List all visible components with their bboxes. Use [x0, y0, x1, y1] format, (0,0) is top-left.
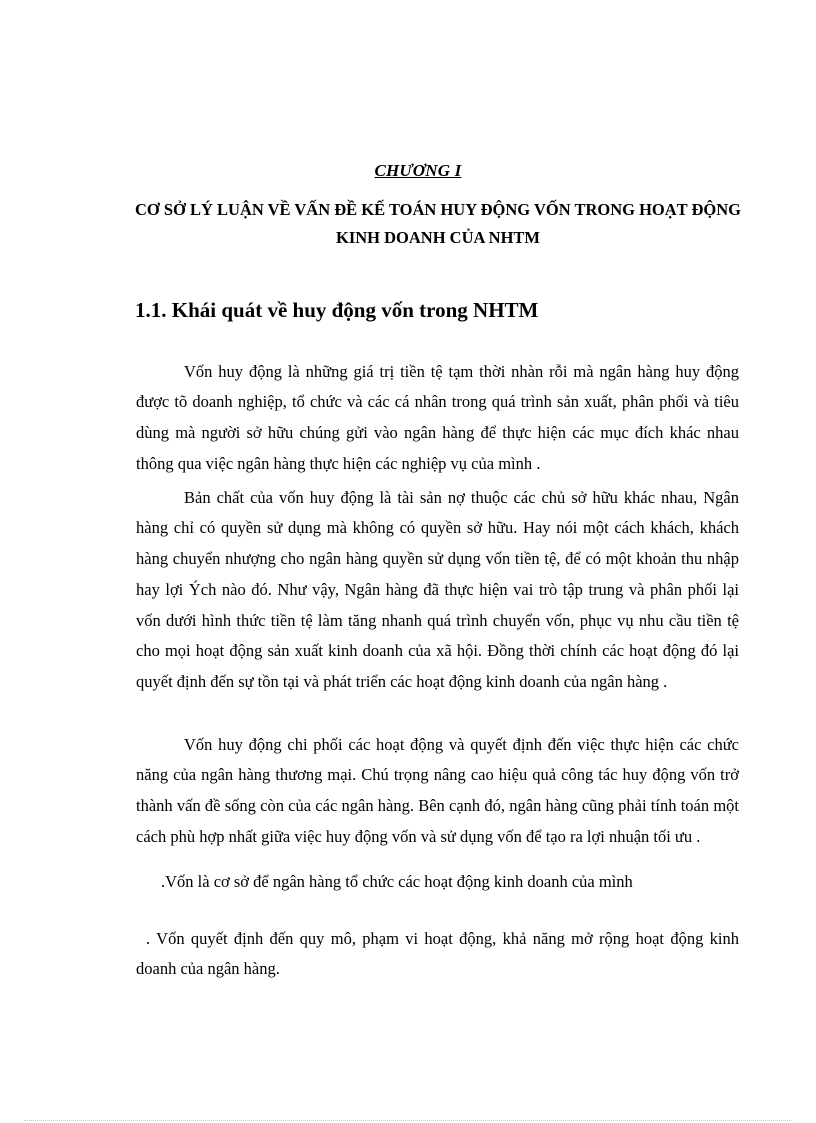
body-paragraph: Bản chất của vốn huy động là tài sản nợ thuộc các chủ sở hữu khác nhau, Ngân hàng chỉ có quyền sử dụng mà không có quyền sở hữu. Hay nói một cách khách, khách hàng chuyển nhượng cho ngân hàng quyền sử dụng vốn tiền tệ, để có một khoản thu nhập hay lợi Ých nào đó. Như vậy, Ngân hàng đã thực hiện vai trò tập trung và phân phối lại vốn dưới hình thức tiền tệ làm tăng nhanh quá trình chuyển vốn, phục vụ nhu cầu tiền tệ cho mọi hoạt động sản xuất kinh doanh của xã hội. Đồng thời chính các hoạt động đó lại quyết định đến sự tồn tại và phát triển các hoạt động kinh doanh của ngân hàng .	[136, 487, 739, 692]
section-heading: 1.1. Khái quát về huy động vốn trong NHTM	[135, 298, 539, 322]
bullet-line: .Vốn là cơ sở để ngân hàng tổ chức các hoạt động kinh doanh của mình	[161, 872, 633, 891]
bullet-paragraph: . Vốn quyết định đến quy mô, phạm vi hoạt động, khả năng mở rộng hoạt động kinh doanh của ngân hàng.	[136, 928, 739, 979]
body-paragraph: Vốn huy động là những giá trị tiền tệ tạm thời nhàn rỗi mà ngân hàng huy động được tõ doanh nghiệp, tổ chức và các cá nhân trong quá trình sản xuất, phân phối và tiêu dùng mà người sở hữu chúng gửi vào ngân hàng để thực hiện các mục đích khác nhau thông qua việc ngân hàng thực hiện các nghiệp vụ của mình .	[136, 361, 739, 473]
body-paragraph: Vốn huy động chi phối các hoạt động và quyết định đến việc thực hiện các chức năng của ngân hàng thương mại. Chú trọng nâng cao hiệu quả công tác huy động vốn trở thành vấn đề sống còn của các ngân hàng. Bên cạnh đó, ngân hàng cũng phải tính toán một cách phù hợp nhất giữa việc huy động vốn và sử dụng vốn để tạo ra lợi nhuận tối ưu .	[136, 734, 739, 846]
chapter-label: CHƯƠNG I	[374, 161, 462, 180]
chapter-title: CƠ SỞ LÝ LUẬN VỀ VẤN ĐỀ KẾ TOÁN HUY ĐỘNG VỐN TRONG HOẠT ĐỘNG KINH DOANH CỦA NHTM	[134, 200, 741, 247]
page-bottom-rule	[24, 1120, 792, 1121]
